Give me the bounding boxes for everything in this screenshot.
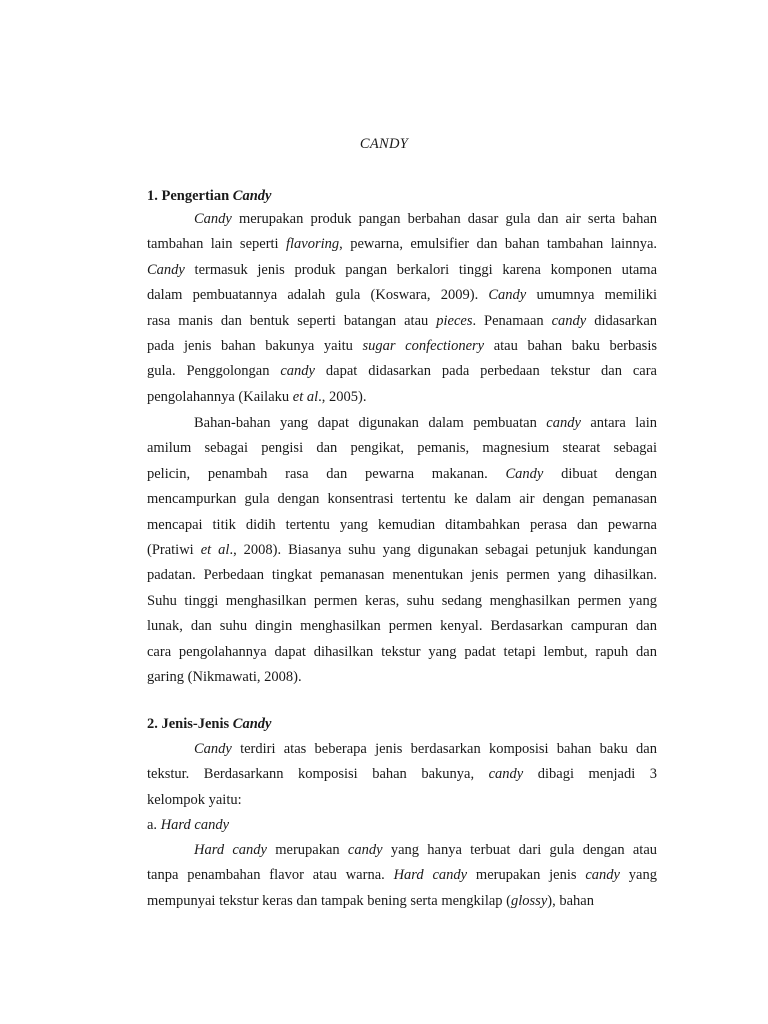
text-run: cara pengolahannya dapat dihasilkan tekstur yang padat tetapi lembut, rapuh dan [147, 643, 657, 660]
paragraph-line [147, 258, 657, 283]
text-run: pengolahannya (Kailaku [147, 388, 293, 405]
text-run: kelompok yaitu: [147, 791, 242, 808]
paragraph-line [147, 640, 657, 665]
text-run: atau bahan baku berbasis [484, 337, 657, 354]
section-2-heading-prefix: 2. Jenis-Jenis [147, 716, 233, 732]
text-run: dibuat dengan [543, 465, 657, 482]
italic-term: Candy [194, 211, 232, 227]
text-run: rasa manis dan bentuk seperti batangan atau [147, 312, 437, 329]
subsection-a-prefix: a. [147, 817, 161, 833]
text-run: . Penamaan [472, 312, 552, 329]
text-run: yang hanya terbuat dari gula dengan atau [382, 842, 657, 858]
text-run: ), bahan [547, 892, 594, 909]
text-run: Suhu tinggi menghasilkan permen keras, suhu sedang menghasilkan permen yang [147, 592, 657, 609]
text-run: merupakan produk pangan berbahan dasar gula dan air serta bahan [231, 211, 657, 227]
text-run: terdiri atas beberapa jenis berdasarkan komposisi bahan baku dan [231, 741, 657, 757]
paragraph-line [147, 788, 657, 813]
paragraph-line [147, 538, 657, 563]
italic-term: et al [292, 388, 319, 405]
paragraph-line [147, 283, 657, 308]
italic-term: et al [200, 541, 230, 558]
italic-term: Candy [488, 287, 527, 304]
paragraph-line [147, 762, 657, 787]
text-run: ., 2005). [318, 388, 367, 405]
text-run: tanpa penambahan flavor atau warna. [147, 867, 394, 884]
paragraph-line [147, 863, 657, 888]
italic-term: Candy [505, 465, 544, 482]
paragraph-line [147, 359, 657, 384]
document-title: CANDY [359, 136, 409, 152]
italic-term: flavoring [286, 236, 340, 253]
paragraph-line [147, 436, 657, 461]
section-1-heading [147, 188, 271, 205]
text-run: padatan. Perbedaan tingkat pemanasan menentukan jenis permen yang dihasilkan. [147, 567, 657, 584]
text-run: dibagi menjadi 3 [523, 766, 657, 783]
section-2-heading [147, 716, 271, 733]
paragraph-line [147, 889, 657, 914]
section-2-paragraph-1 [147, 737, 657, 813]
section-1-paragraph-2 [147, 411, 657, 690]
section-2-paragraph-2 [147, 838, 657, 914]
text-run: dapat didasarkan pada perbedaan tekstur dan cara [314, 363, 657, 380]
text-run: garing (Nikmawati, 2008). [147, 668, 302, 685]
italic-term: candy [551, 312, 587, 329]
text-run: antara lain [580, 415, 657, 431]
paragraph-line [147, 232, 657, 257]
text-run: mempunyai tekstur keras dan tampak bening serta mengkilap ( [147, 892, 512, 909]
italic-term: Candy [147, 261, 185, 278]
text-run: merupakan [266, 842, 348, 858]
text-run: umumnya memiliki [526, 287, 657, 304]
paragraph-line [147, 589, 657, 614]
text-run: amilum sebagai pengisi dan pengikat, pemanis, magnesium stearat sebagai [147, 440, 657, 457]
italic-term: candy [546, 415, 581, 431]
paragraph-line [147, 334, 657, 359]
italic-term: candy [280, 363, 315, 380]
paragraph-line [147, 737, 657, 762]
text-run: lunak, dan suhu dingin menghasilkan permen kenyal. Berdasarkan campuran dan [147, 618, 657, 635]
paragraph-line [147, 614, 657, 639]
paragraph-line [147, 385, 657, 410]
text-run: dalam pembuatannya adalah gula (Koswara, 2009). [147, 287, 489, 304]
text-run: tambahan lain seperti [147, 236, 286, 253]
text-run: yang [619, 867, 657, 884]
paragraph-line [147, 462, 657, 487]
section-1-paragraph-1 [147, 207, 657, 410]
section-1-heading-italic: Candy [232, 188, 272, 204]
paragraph-line [147, 207, 657, 232]
paragraph-line [147, 838, 657, 863]
italic-term: sugar confectionery [362, 337, 485, 354]
paragraph-line [147, 665, 657, 690]
italic-term: Candy [194, 741, 232, 757]
subsection-a-italic: Hard candy [160, 817, 230, 833]
paragraph-line [147, 513, 657, 538]
italic-term: candy [488, 766, 524, 783]
text-run: termasuk jenis produk pangan berkalori tinggi karena komponen utama [184, 261, 657, 278]
text-run: gula. Penggolongan [147, 363, 281, 380]
section-2-heading-italic: Candy [232, 716, 272, 732]
text-run: ., 2008). Biasanya suhu yang digunakan sebagai petunjuk kandungan [229, 541, 657, 558]
italic-term: candy [585, 867, 620, 884]
text-run: pelicin, penambah rasa dan pewarna makanan. [147, 465, 506, 482]
italic-term: glossy [511, 892, 548, 909]
text-run: (Pratiwi [147, 541, 201, 558]
italic-term: pieces [436, 312, 473, 329]
text-run: didasarkan [586, 312, 658, 329]
italic-term: Hard candy [194, 842, 267, 858]
text-run: merupakan jenis [467, 867, 586, 884]
paragraph-line [147, 563, 657, 588]
italic-term: candy [347, 842, 383, 858]
paragraph-line [147, 487, 657, 512]
text-run: tekstur. Berdasarkann komposisi bahan bakunya, [147, 766, 489, 783]
paragraph-line [147, 411, 657, 436]
text-run: Bahan-bahan yang dapat digunakan dalam pembuatan [194, 415, 547, 431]
text-run: mencapai titik didih tertentu yang kemudian ditambahkan perasa dan pewarna [147, 516, 657, 533]
italic-term: Hard candy [393, 867, 468, 884]
section-1-heading-prefix: 1. Pengertian [147, 188, 233, 204]
paragraph-line [147, 309, 657, 334]
text-run: mencampurkan gula dengan konsentrasi tertentu ke dalam air dengan pemanasan [147, 491, 657, 508]
text-run: pada jenis bahan bakunya yaitu [147, 337, 363, 354]
subsection-a-heading [147, 817, 229, 834]
text-run: , pewarna, emulsifier dan bahan tambahan lainnya. [339, 236, 657, 253]
